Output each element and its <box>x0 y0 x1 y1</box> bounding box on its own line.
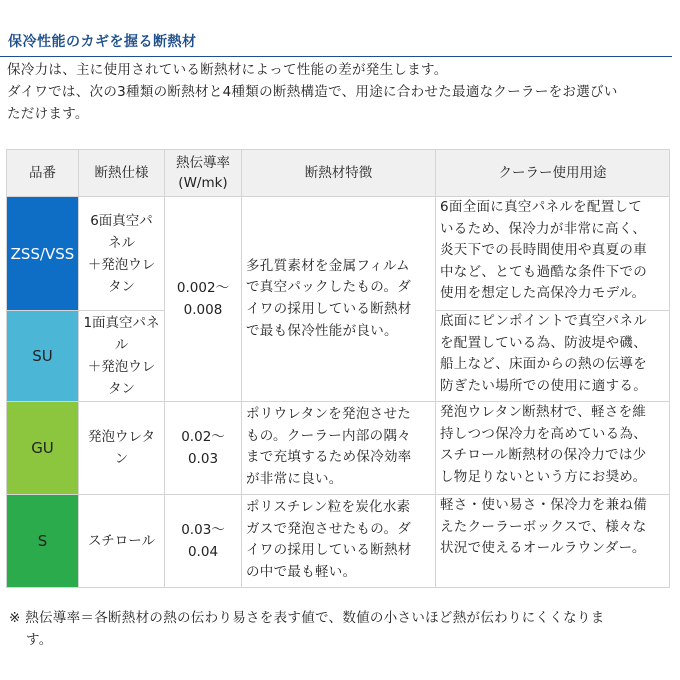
intro-line: 保冷力は、主に使用されている断熱材によって性能の差が発生します。 <box>7 62 448 78</box>
usage-line: 炎天下での長時間使用や真夏の車 <box>440 242 647 259</box>
features-line: ポリスチレン粒を炭化水素 <box>246 499 411 515</box>
features-line: もの。クーラー内部の隅々 <box>246 427 412 444</box>
intro-line: ダイワでは、次の3種類の断熱材と4種類の断熱構造で、用途に合わせた最適なクーラーをお選びい <box>7 84 618 100</box>
features-line: ポリウレタンを発泡させた <box>246 406 412 422</box>
features-cell <box>242 495 436 588</box>
table-header-row <box>7 150 670 197</box>
spec-line: ＋発泡ウレ <box>87 359 156 375</box>
usage-line: 6面全面に真空パネルを配置して <box>440 199 643 215</box>
header-conductivity-label: 熱伝導率 <box>176 155 230 171</box>
usage-line: 使用を想定した高保冷力モデル。 <box>440 285 646 302</box>
usage-cell <box>436 495 670 588</box>
features-line: で真空パックしたもの。ダ <box>246 279 412 296</box>
conductivity-line: 0.008 <box>183 302 223 318</box>
spec-line: 発泡ウレタ <box>88 429 155 445</box>
header-conductivity-unit: (W/mk) <box>178 175 228 191</box>
insulation-table <box>6 149 670 588</box>
spec-line: ル <box>114 337 129 353</box>
spec-line: 1面真空パネ <box>83 315 160 331</box>
usage-line: 持しつつ保冷力を高めている為、 <box>440 425 647 442</box>
footnote <box>9 607 659 651</box>
features-line: で最も保冷性能が良い。 <box>246 322 398 339</box>
conductivity-line: 0.02〜 <box>181 429 225 445</box>
usage-line: 防ぎたい場所での使用に適する。 <box>440 377 647 394</box>
usage-line: 船上など、床面からの熱の伝導を <box>440 356 647 373</box>
spec-line: タン <box>108 381 135 397</box>
intro-line: ただけます。 <box>7 106 89 122</box>
model-cell <box>7 402 79 495</box>
conductivity-line: 0.04 <box>187 544 219 560</box>
spec-cell <box>79 402 165 495</box>
usage-line: 軽さ・使い易さ・保冷力を兼ね備 <box>440 497 647 513</box>
model-label: GU <box>31 439 54 457</box>
features-line: 多孔質素材を金属フィルム <box>246 257 410 274</box>
intro-text <box>7 59 667 125</box>
table-row <box>7 402 670 495</box>
features-line: まで充填するため保冷効率 <box>246 449 412 466</box>
model-cell <box>7 311 79 402</box>
header-conductivity <box>165 150 242 197</box>
spec-line: ン <box>114 451 129 467</box>
page-title: 保冷性能のカギを握る断熱材 <box>8 34 197 50</box>
usage-line: 中など、とても過酷な条件下での <box>440 263 647 280</box>
features-cell <box>242 197 436 402</box>
usage-line: 状況で使えるオールラウンダー。 <box>440 540 646 557</box>
usage-line: えたクーラーボックスで、様々な <box>440 518 647 535</box>
spec-line: ＋発泡ウレ <box>87 256 156 273</box>
spec-line: スチロール <box>88 533 155 549</box>
conductivity-line: 0.03 <box>187 451 219 467</box>
header-model: 品番 <box>7 150 79 197</box>
features-line: ガスで発泡させたもの。ダ <box>246 520 412 537</box>
header-features: 断熱材特徴 <box>242 150 436 197</box>
conductivity-line: 0.03〜 <box>181 522 225 538</box>
footnote-line: ※ 熱伝導率＝各断熱材の熱の伝わり易さを表す値で、数値の小さいほど熱が伝わりにくくなりま <box>9 610 605 626</box>
usage-line: し物足りないという方にお奨め。 <box>440 468 647 485</box>
spec-line: 6面真空パ <box>90 212 153 229</box>
spec-cell <box>79 495 165 588</box>
usage-line: スチロール断熱材の保冷力では少 <box>440 447 647 464</box>
conductivity-line: 0.002〜 <box>176 280 230 296</box>
usage-line: いるため、保冷力が非常に高く、 <box>440 220 647 237</box>
features-line: イワの採用している断熱材 <box>246 301 412 317</box>
usage-cell <box>436 311 670 402</box>
spec-line: ネル <box>108 234 135 251</box>
model-cell <box>7 495 79 588</box>
conductivity-cell <box>165 495 242 588</box>
usage-cell <box>436 197 670 311</box>
conductivity-cell <box>165 197 242 402</box>
conductivity-cell <box>165 402 242 495</box>
spec-cell <box>79 311 165 402</box>
table-row <box>7 197 670 311</box>
model-cell <box>7 197 79 311</box>
usage-cell <box>436 402 670 495</box>
header-usage: クーラー使用用途 <box>436 150 670 197</box>
features-cell <box>242 402 436 495</box>
model-label: S <box>37 532 48 550</box>
usage-line: を配置している為、防波堤や磯、 <box>440 334 647 351</box>
model-label: ZSS/VSS <box>10 244 75 263</box>
spec-line: タン <box>108 278 135 295</box>
header-spec: 断熱仕様 <box>79 150 165 197</box>
footnote-line: す。 <box>26 632 53 648</box>
spec-cell <box>79 197 165 311</box>
features-line: の中で最も軽い。 <box>246 563 357 580</box>
title-divider <box>0 56 672 57</box>
usage-line: 底面にピンポイントで真空パネル <box>440 313 647 329</box>
features-line: イワの採用している断熱材 <box>246 542 412 559</box>
features-line: が非常に良い。 <box>246 470 343 487</box>
usage-line: 発泡ウレタン断熱材で、軽さを維 <box>440 404 647 420</box>
model-label: SU <box>32 347 53 365</box>
table-row <box>7 495 670 588</box>
